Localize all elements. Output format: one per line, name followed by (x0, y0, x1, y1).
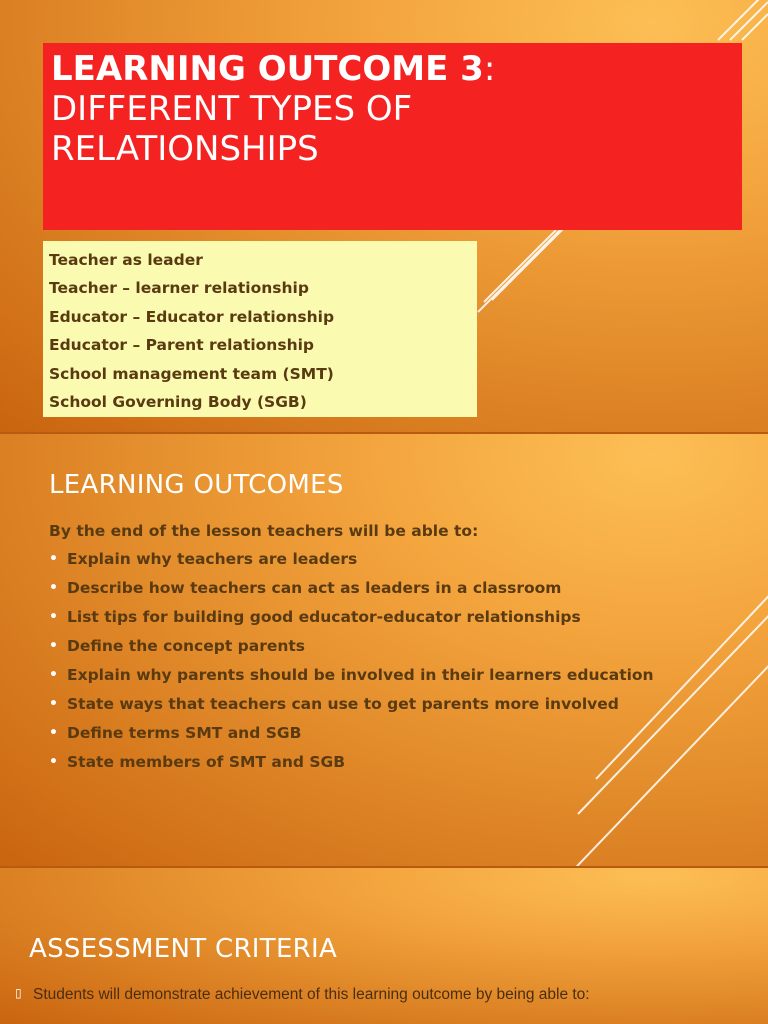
title-colon: : (483, 49, 496, 89)
list-item-text: List tips for building good educator-educator relationships (67, 608, 581, 626)
title-line-3: RELATIONSHIPS (51, 129, 319, 169)
bullet-icon: • (49, 638, 58, 654)
topics-list (49, 246, 471, 416)
title-line-2: DIFFERENT TYPES OF (51, 89, 413, 129)
list-item-text: State members of SMT and SGB (67, 753, 346, 771)
topic-item: School management team (SMT) (49, 364, 334, 383)
bullet-icon: • (49, 725, 58, 741)
list-item (49, 578, 669, 599)
criteria-text (15, 986, 590, 1004)
topics-list-box (43, 241, 477, 417)
bullet-icon: • (49, 609, 58, 625)
outcomes-list (49, 549, 669, 781)
topic-item: Educator – Parent relationship (49, 336, 315, 355)
bullet-icon: • (49, 696, 58, 712)
list-item-text: Define terms SMT and SGB (67, 724, 302, 742)
bullet-icon: • (49, 667, 58, 683)
bullet-icon: • (49, 551, 58, 567)
list-item-text: Explain why parents should be involved in their learners education (67, 666, 654, 684)
intro-text: By the end of the lesson teachers will be able to: (49, 522, 479, 540)
bullet-icon: ▯ (15, 986, 22, 1000)
topic-item: Educator – Educator relationship (49, 307, 335, 326)
topic-item: School Governing Body (SGB) (49, 393, 307, 412)
list-item (49, 752, 669, 773)
list-item-text: Describe how teachers can act as leaders in a classroom (67, 579, 562, 597)
list-item (49, 549, 669, 570)
list-item-text: State ways that teachers can use to get parents more involved (67, 695, 619, 713)
list-item (49, 607, 669, 628)
list-item (49, 723, 669, 744)
list-item-text: Explain why teachers are leaders (67, 550, 358, 568)
list-item (49, 665, 669, 686)
list-item-text: Define the concept parents (67, 637, 306, 655)
criteria-text-content: Students will demonstrate achievement of this learning outcome by being able to: (33, 986, 590, 1003)
list-item (49, 694, 669, 715)
bullet-icon: • (49, 580, 58, 596)
list-item (49, 636, 669, 657)
topic-item: Teacher as leader (49, 251, 203, 269)
slide-1 (0, 0, 768, 432)
bullet-icon: • (49, 754, 58, 770)
topic-item: Teacher – learner relationship (49, 279, 309, 298)
slide-2 (0, 434, 768, 866)
title-line-1 (51, 49, 734, 89)
section-heading: LEARNING OUTCOMES (49, 470, 344, 500)
slide-3 (0, 868, 768, 1024)
title-box (43, 43, 742, 230)
title-bold: LEARNING OUTCOME 3 (51, 49, 484, 89)
section-heading: ASSESSMENT CRITERIA (29, 934, 338, 964)
